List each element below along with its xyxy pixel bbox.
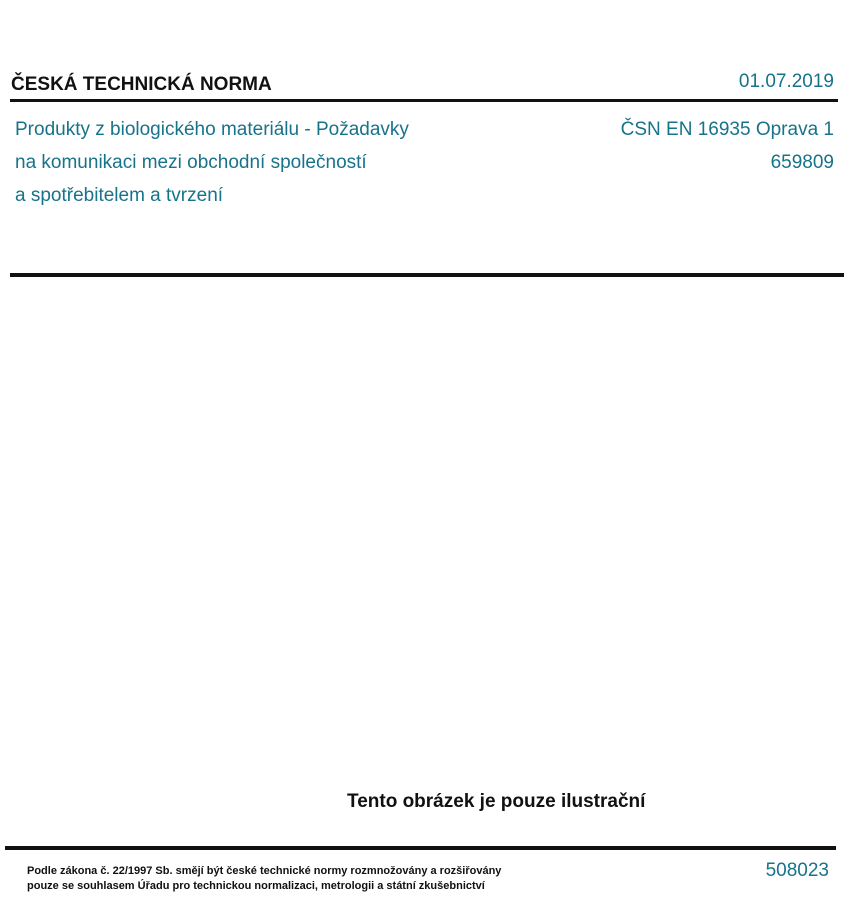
legal-notice [27,864,501,894]
illustration-notice: Tento obrázek je pouze ilustrační [347,791,646,812]
middle-divider [10,273,844,277]
norm-designation: ČSN EN 16935 Oprava 1 [620,119,834,140]
bottom-divider [5,846,836,850]
class-code: 659809 [770,152,834,173]
legal-line: Podle zákona č. 22/1997 Sb. smějí být české technické normy rozmnožovány a rozšiřovány [27,865,502,877]
document-title [15,113,535,212]
norm-type-heading: ČESKÁ TECHNICKÁ NORMA [11,74,272,95]
title-line: na komunikaci mezi obchodní společností [15,152,367,173]
document-identifiers [621,113,834,179]
top-divider [10,99,838,102]
effective-date: 01.07.2019 [738,71,834,92]
title-line: Produkty z biologického materiálu - Požadavky [15,119,409,140]
title-line: a spotřebitelem a tvrzení [15,185,224,206]
legal-line: pouze se souhlasem Úřadu pro technickou normalizaci, metrologii a státní zkušebnictví [27,880,485,892]
catalog-number: 508023 [765,860,829,881]
